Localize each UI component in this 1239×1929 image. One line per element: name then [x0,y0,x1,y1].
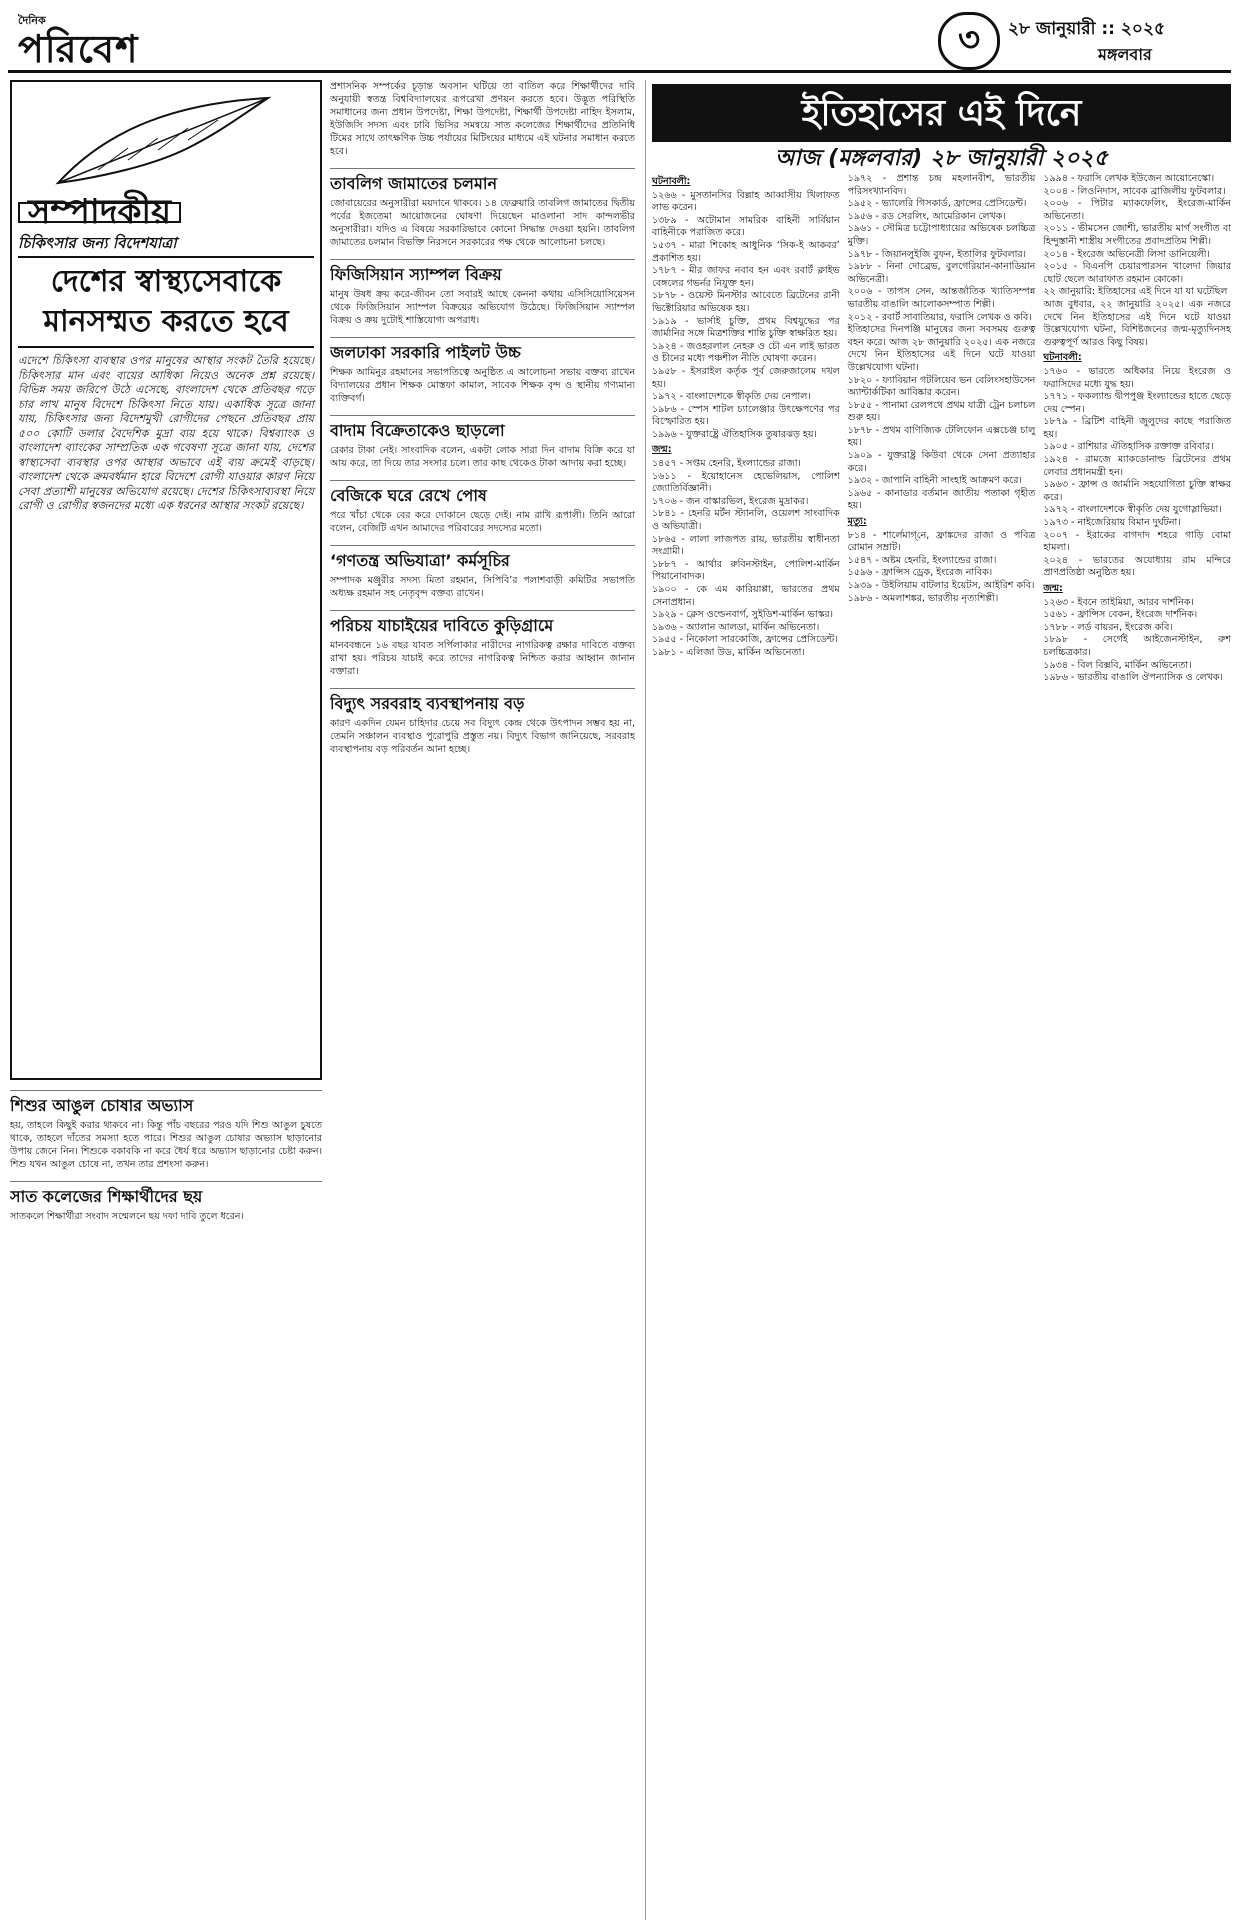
history-item: ২০০৬ - তাপস সেন, আন্তর্জাতিক খ্যাতিসম্পন্ন ভারতীয় বাঙালি আলোকসম্পাত শিল্পী। [847,286,1036,310]
history-item: ১৯০০ - কে এম কারিয়াপ্পা, ভারতের প্রথম সেনাপ্রধান। [652,584,840,608]
history-item: ১৭৮৭ - মীর জাফর নবাব হন এবং রবার্ট ক্লাইভ বেঙ্গলের গভর্নর নিযুক্ত হন। [652,265,840,289]
history-item: ১৯৯৪ - ফরাসি লেখক ইউজেন আয়োনেস্কো। [1043,173,1215,184]
history-section-label: ঘটনাবলী: [1043,352,1082,364]
article-seven-colleges [10,1181,322,1223]
page-number: ৩ [938,12,1000,70]
history-item: ২০১২ - রবার্ট সাবাতিয়ার, ফরাসি লেখক ও কবি। [847,311,1032,323]
history-item: ১৯৫২ - ভ্যালেরি গিসকার্ড, ফ্রান্সের প্রেসিডেন্ট। [847,198,1027,210]
history-column-c [1043,173,1231,685]
history-column-b [848,173,1036,685]
history-item: ১৫৬১ - ফ্রান্সিস বেকন, ইংরেজ দার্শনিক। [1043,609,1198,621]
history-section-label: ঘটনাবলী: [652,176,691,187]
history-item: ১৫৩৭ - মারা শিকোহ আধুনিক ‘সিক-ই আকবর’ প্রকাশিত হয়। [652,239,840,264]
article-body: প্রশাসনিক সম্পর্কের চূড়ান্ত অবসান ঘটিয়ে তা বাতিল করে শিক্ষার্থীদের দাবি অনুযায়ী স্বতন্ত্র বিশ্ববিদ্যালয়ের রূপরেখা প্রণয়ন করতে হবে। উদ্ভূত পরিস্থিতি সমাধানের জন্য প্রধান উপদেষ্টা, শিক্ষা উপদেষ্টা, শিক্ষার্থী উপদেষ্টা নাহিদ ইসলাম, ইউজিসি সদস্য এবং ঢাবি ভিসির সমন্বয়ে সাত কলেজের শিক্ষার্থীদের প্রতিনিধি টিমের সাথে তাৎক্ষণিক উচ্চ পর্যায়ের মিটিংয়ের মাধ্যমে এই ঘটনার সমাধান করতে হবে। [330,81,635,157]
history-item: ১৪৫৭ - সপ্তম হেনরি, ইংল্যান্ডের রাজা। [652,458,801,470]
history-item: ১৯৫৮ - ইসরাইল কর্তৃক পূর্ব জেরুজালেম দখল হয়। [652,365,840,390]
article-heading: বেজিকে ঘরে রেখে পোষ [330,480,635,505]
history-item: ১২৬৩ - ইবনে তাইমিয়া, আরব দার্শনিক। [1043,596,1194,608]
article-heading: ‘গণতন্ত্র অভিযাত্রা’ কর্মসূচির [330,545,635,570]
history-item: ২০১৪ - ইংরেজ অভিনেত্রী লিসা ডানিয়েলী। [1043,248,1210,260]
quill-icon [18,88,314,198]
editorial-headline: দেশের স্বাস্থ্যসেবাকে মানসম্মত করতে হবে [18,256,314,348]
article-body: মানুষ উষধ ক্রয় করে-জীবন তো সবারই আছে কেননা কথায় এসিসিয়োসিয়েসন থেকে ফিজিসিয়ান স্যাম্পল বিক্রয়ের অভিযোগ উঠেছে। ফিজিসিয়ান স্যাম্পল বিক্রয় ও ক্রয় দুটোই শাস্তিযোগ্য অপরাধ। [330,289,635,326]
history-item: ১৭৭১ - ফকল্যান্ড দ্বীপপুঞ্জ ইংল্যান্ডের হাতে ছেড়ে দেয় স্পেন। [1043,391,1231,415]
article-body: জোবায়েরের অনুসারীরা ময়দানে থাকবে। ১৪ ফেব্রুয়ারি তাবলিগ জামাতের দ্বিতীয় পর্বের ইজতেমা আয়োজনের ঘোষণা দিয়েছেন মাওলানা সাদ কান্দলভীর অনুসারীরা। যদিও এ বিষয়ে সরকারিভাবে কোনো সিদ্ধান্ত দেওয়া হয়নি। তাবলিগ জামাতের চলমান বিভক্তি নিরসনে সরকারের পক্ষ থেকে আলোচনা চলছে। [330,198,635,248]
column-middle [330,80,635,1920]
history-item: ১৭৮৮ - লর্ড বায়রন, ইংরেজ কবি। [1043,621,1173,633]
history-item: ৮১৪ - শার্লেমাগ্‌নে, ফ্রাঙ্কদের রাজা ও পবিত্র রোমান সম্রাট। [847,529,1036,554]
article-body: মানববন্ধনে ১৬ বছর যাবত সর্পিলাকার নারীদের নাগরিকত্ব রক্ষার দাবিতে বক্তব্য রাখা হয়। পরিচয় যাচাই করে তাদের নাগরিকত্ব নিশ্চিত করার আহ্বান জানান বক্তারা। [330,640,635,677]
history-item: ১৯২৯ - ক্লেস ওল্ডেনবার্গ, সুইডিশ-মার্কিন ভাস্কর। [652,609,834,621]
history-item: ১৭৬০ - ভারতে অধিকার নিয়ে ইংরেজ ও ফরাসিদের মধ্যে যুদ্ধ হয়। [1043,365,1231,390]
article-body: শিক্ষক আমিনুর রহমানের সভাপতিত্বে অনুষ্ঠিত এ আলোচনা সভায় বক্তব্য রাখেন বিদ্যালয়ের প্রধান শিক্ষক মোস্তফা কামাল, সাবেক শিক্ষক বৃন্দ ও স্থানীয় গণ্যমান্য ব্যক্তিবর্গ। [330,367,635,404]
history-item: ১৯২৪ - রামজে ম্যাকডোনাল্ড ব্রিটেনের প্রথম লেবার প্রধানমন্ত্রী হন। [1043,454,1231,478]
article-body: কারণ একদিন যেমন চাহিদার চেয়ে সব বিদ্যুৎ কেন্দ্র থেকে উৎপাদন সম্ভব হয় না, তেমনি সঞ্চালন ব্যবস্থাও পুরোপুরি প্রস্তুত নয়। বিদ্যুৎ বিভাগ জানিয়েছে, সরবরাহ ব্যবস্থাপনায় বড় পরিবর্তন আনা হচ্ছে। [330,718,635,755]
history-item: ১৫৯৬ - ফ্রান্সিস ড্রেক, ইংরেজ নাবিক। [847,567,993,579]
history-item: আজ বুধবার, ২২ জানুয়ারি ২০২৫। এক নজরে দেখে নিন ইতিহাসের এই দিনে ঘটে যাওয়া উল্লেখযোগ্য ঘটনা, বিশিষ্টজনের জন্ম-মৃত্যুদিনসহ গুরুত্বপূর্ণ আরও কিছু বিষয়। [1043,298,1231,348]
article-middle [330,415,635,470]
article-middle [330,168,635,249]
history-item: ১৮৬৫ - লালা লাজপত রায়, ভারতীয় স্বাধীনতা সংগ্রামী। [652,533,840,558]
history-item: ১৮৫৫ - পানামা রেলপথে প্রথম যাত্রী ট্রেন চলাচল শুরু হয়। [847,399,1036,424]
history-item: ১৬১১ - ইয়োহানেস হেভেলিয়াস, পোলিশ জ্যোতির্বিজ্ঞানী। [652,470,840,495]
brand-name: পরিবেশ [18,26,139,71]
history-item: ২০১১ - ভীমসেন জোশী, ভারতীয় মার্গ সংগীত বা হিন্দুস্তানী শাস্ত্রীয় সংগীতের প্রবাদপ্রতিম শিল্পী। [1043,223,1231,247]
history-item: ১৩৮৯ - অটোমান সামরিক বাহিনী সার্বিয়ান বাহিনীকে পরাজিত করে। [652,214,840,239]
history-item: ১৯০৫ - রাশিয়ার ঐতিহাসিক রক্তাক্ত রবিবার। [1043,441,1214,453]
column-left [10,80,322,1920]
history-item: ২০২৪ - ভারতের অযোধ্যায় রাম মন্দিরে প্রাণপ্রতিষ্ঠা অনুষ্ঠিত হয়। [1043,554,1231,579]
article-heading: বিদ্যুৎ সরবরাহ ব্যবস্থাপনায় বড় [330,688,635,713]
history-item: ১৮৭৯ - ব্রিটিশ বাহিনী জুলুদের কাছে পরাজিত হয়। [1043,416,1231,440]
history-item: ১৮৮৭ - আর্থার রুবিনস্টাইন, পোলিশ-মার্কিন পিয়ানোবাদক। [652,558,840,583]
article-middle [330,545,635,600]
history-item: ১৮৭৮ - প্রথম বাণিজ্যিক টেলিফোন এক্সচেঞ্জ চালু হয়। [847,424,1036,449]
history-item: ১৯৮১ - এলিজা উড, মার্কিন অভিনেতা। [652,646,805,658]
issue-weekday: মঙ্গলবার [1098,45,1152,64]
article-heading: সাত কলেজের শিক্ষার্থীদের ছয় [10,1181,322,1206]
history-columns [652,173,1231,685]
article-heading: ফিজিসিয়ান স্যাম্পল বিক্রয় [330,259,635,284]
history-item: ১৯৯৬ - যুক্তরাষ্ট্রে ঐতিহাসিক তুষারঝড় হয়। [652,428,817,440]
history-item: ২০০৬ - পিটার ম্যাকফেলিং, ইংরেজ-মার্কিন অভিনেতা। [1043,198,1231,222]
article-body: রেকার টাকা নেই। সাংবাদিক বলেন, একটা লোক সারা দিন বাদাম বিক্রি করে যা আয় করে, তা দিয়ে তার সংসার চলে। তার কাছ থেকেও টাকা আদায় করা হচ্ছে। [330,445,635,469]
history-item: ১৯৭২ - বাংলাদেশকে স্বীকৃতি দেয় যুগোস্লাভিয়া। [1043,504,1222,516]
history-item: ১৮৭৮ - ওয়েস্ট মিনস্টার আবেতে ব্রিটেনের রানী ভিক্টোরিয়ার অভিষেক হয়। [652,290,840,314]
history-item: ১৯৮৮ - নিনা দোব্রেভ, বুলগেরিয়ান-কানাডিয়ান অভিনেত্রী। [847,261,1036,285]
history-item: ১৯৬১ - সৌমিত্র চট্টোপাধ্যায়ের অভিষেক চলচ্চিত্র মুক্তি। [847,223,1036,247]
article-middle [330,337,635,405]
newspaper-logo [18,12,238,71]
history-item: ১৯৩২ - জাপানি বাহিনী সাংহাই আক্রমণ করে। [847,475,1022,487]
issue-date: ২৮ জানুয়ারী :: ২০২৫ [1008,19,1166,39]
history-item: ১৯৮৬ - অমলাশঙ্কর, ভারতীয় নৃত্যশিল্পী। [847,592,999,604]
article-middle [330,480,635,535]
history-section-label: জন্ম: [1043,583,1063,594]
article-body: হয়, তাহলে কিছুই করার থাকবে না। কিন্তু পাঁচ বছরের পরও যদি শিশু আঙুল চুষতে থাকে, তাহলে দাঁতের সমস্যা হতে পারে। শিশুর আঙুল চোষার অভ্যাস ছাড়ানোর উপায় জেনে নিন। শিশুকে বকাবকি না করে ধৈর্য ধরে অভ্যাস ছাড়ানোর চেষ্টা করুন। শিশু যখন আঙুল চোষে না, তখন তার প্রশংসা করুন। [10,1120,322,1170]
history-item: ২২ জানুয়ারি: ইতিহাসের এই দিনে যা যা ঘটেছিল [1043,286,1228,298]
history-subtitle: আজ (মঙ্গলবার) ২৮ জানুয়ারী ২০২৫ [775,146,1108,171]
history-item: ১৭০৬ - জন বাস্কারভিল, ইংরেজ মুদ্রাকর। [652,495,809,507]
history-item: ইতিহাসের দিনপঞ্জি মানুষের জন্য সবসময় গুরুত্ব বহন করে। আজ ২৮ জানুয়ারি ২০২৫। এক নজরে দেখে নিন ইতিহাসের এই দিনে ঘটে যাওয়া উল্লেখযোগ্য ঘটনা। [847,324,1036,373]
history-item: ১৯৭২ - বাংলাদেশকে স্বীকৃতি দেয় নেপাল। [652,391,811,403]
history-item: ১৯৩৪ - বিল বিক্সবি, মার্কিন অভিনেতা। [1043,659,1192,671]
article-middle [330,80,635,158]
article-heading: জলঢাকা সরকারি পাইলট উচ্চ [330,337,635,362]
history-item: ১৯১৯ - ভার্সাই চুক্তি, প্রথম বিশ্বযুদ্ধের পর জার্মানির সঙ্গে মিত্রশক্তির শান্তি চুক্তি স্বাক্ষরিত হয়। [652,315,840,340]
history-item: ১৯২৪ - জওহরলাল নেহরু ও চৌ এন লাই ভারত ও চীনের মধ্যে পঞ্চশীল নীতি ঘোষণা করেন। [652,340,840,365]
history-item: ১৯৭৮ - জিয়ানলুইজি বুফন, ইতালির ফুটবলার। [847,248,1026,260]
article-middle [330,259,635,327]
history-item: ১৯০৯ - যুক্তরাষ্ট্র কিউবা থেকে সেনা প্রত্যাহার করে। [847,450,1036,474]
history-item: ২০০৪ - লিওনিদাস, সাবেক ব্রাজিলীয় ফুটবলার। [1043,185,1226,197]
history-item: ২০১৫ - বিএনপি চেয়ারপারসন খালেদা জিয়ার ছোট ছেলে আরাফাত রহমান কোকো। [1043,261,1231,285]
history-item: ১২৬৬ - মুসতানসির বিল্লাহ আব্বাসীয় খিলাফত লাভ করেন। [652,189,840,214]
history-item: ১৯৬৫ - কানাডার বর্তমান জাতীয় পতাকা গৃহীত হয়। [847,487,1036,512]
masthead [8,6,1231,73]
article-body: সম্পাদক মঞ্জুরীর সদস্য মিতা রহমান, সিপিবি’র পলাশবাড়ী কমিটির সভাপতি অধ্যক্ষ রহমান সহ নেতৃবৃন্দ বক্তব্য রাখেন। [330,575,635,599]
article-heading: তাবলিগ জামাতের চলমান [330,168,635,193]
article-heading: শিশুর আঙুল চোষার অভ্যাস [10,1090,322,1115]
article-middle [330,610,635,678]
history-item: ১৯৭২ - প্রশান্ত চন্দ্র মহলানবীশ, ভারতীয় পরিসংখ্যানবিদ। [847,173,1036,197]
history-item: ১৯৫৬ - রড সেরলিং, আমেরিকান লেখক। [847,210,1006,222]
editorial-kicker: চিকিৎসার জন্য বিদেশযাত্রা [18,234,177,252]
history-column-a [652,173,840,685]
history-item: ১৮২০ - ফ্যাবিয়ান গটলিয়েব ভন বেলিংসহাউসেন অ্যান্টার্কটিকা আবিষ্কার করেন। [847,374,1036,399]
history-item: ১৫৪৭ - অষ্টম হেনরি, ইংল্যান্ডের রাজা। [847,554,997,566]
history-item: ১৯৮৬ - স্পেস শাটল চ্যালেঞ্জার উৎক্ষেপণের পর বিস্ফোরিত হয়। [652,403,840,428]
article-body: সাতকলে শিক্ষার্থীরা সংবাদ সম্মেলনে ছয় দফা দাবি তুলে ধরেন। [10,1211,244,1222]
history-item: ১৯৩৯ - উইলিয়াম বাটলার ইয়েটস, আইরিশ কবি। [847,580,1035,591]
history-section-label: মৃত্যু: [847,516,867,528]
history-item: ১৯৩৬ - অ্যালান আলডা, মার্কিন অভিনেতা। [652,621,820,633]
article-body: পরে খাঁচা থেকে বের করে দোকানে ছেড়ে দেই। নাম রাখি রূপালী। তিনি আরো বলেন, বেজিটি এখন আমাদের পরিবারের সদস্যের মতো। [330,510,635,534]
history-item: ১৮৪১ - হেনরি মর্টন স্ট্যানলি, ওয়েলশ সাংবাদিক ও অভিযাত্রী। [652,508,840,533]
history-item: ১৯৭৩ - নাইজেরিয়ায় বিমান দুর্ঘটনা। [1043,517,1181,529]
history-item: ১৯৮৬ - ভারতীয় বাঙালি ঔপন্যাসিক ও লেখক। [1043,672,1223,684]
editorial-box [10,80,322,1080]
history-banner: ইতিহাসের এই দিনে [652,84,1231,142]
article-heading: বাদাম বিক্রেতাকেও ছাড়লো [330,415,635,440]
article-middle [330,688,635,756]
history-item: ২০০৭ - ইরাকের বাগদাদ শহরে গাড়ি বোমা হামলা। [1043,529,1231,554]
editorial-body: এদেশে চিকিৎসা ব্যবস্থার ওপর মানুষের আস্থার সংকট তৈরি হয়েছে। চিকিৎসার মান এবং ব্যয়ের আধিক্য নিয়েও অনেক প্রশ্ন রয়েছে। বিভিন্ন সময় জরিপে উঠে এসেছে, বাংলাদেশ থেকে প্রতিবছর গড়ে চার লাখ মানুষ বিদেশে চিকিৎসা নিতে যায়। একাধিক সূত্রে জানা যায়, চিকিৎসার জন্য বিদেশমুখী রোগীদের পেছনে প্রতিবছর প্রায় ৫০০ কোটি ডলার বৈদেশিক মুদ্রা ব্যয় হয়ে থাকে। বিশ্বব্যাংক ও বাংলাদেশ ব্যাংকের সাম্প্রতিক এক গবেষণা সূত্রে জানা যায়, দেশের স্বাস্থ্যসেবা ব্যবস্থার ওপর আস্থার অভাবে এই ব্যয় ক্রমেই বাড়ছে। বাংলাদেশ থেকে ক্রমবর্ধমান হারে বিদেশে রোগী যাওয়ার কারণ নিয়ে সেবা প্রত্যাশী মানুষের অভিযোগ রয়েছে। দেশের চিকিৎসাব্যবস্থা নিয়ে রোগী ও রোগীর স্বজনদের মধ্যে এক ধরনের আস্থার সংকট রয়েছে। [18,354,314,512]
history-item: ১৮৯৮ - সের্গেই আইজেনস্টাইন, রুশ চলচ্চিত্রকার। [1043,634,1231,658]
history-section-label: জন্ম: [652,444,672,456]
column-history [645,80,1231,1920]
article-thumb-sucking [10,1090,322,1171]
brand-prefix: দৈনিক [18,14,46,27]
history-item: ১৯৫৫ - নিকোলা সারকোজি, ফ্রান্সের প্রেসিডেন্ট। [652,634,838,646]
editorial-title: সম্পাদকীয় [18,202,181,223]
history-item: ১৯৬৩ - ফ্রান্স ও জার্মানি সহযোগিতা চুক্তি স্বাক্ষর করে। [1043,479,1231,503]
article-heading: পরিচয় যাচাইয়ের দাবিতে কুড়িগ্রামে [330,610,635,635]
